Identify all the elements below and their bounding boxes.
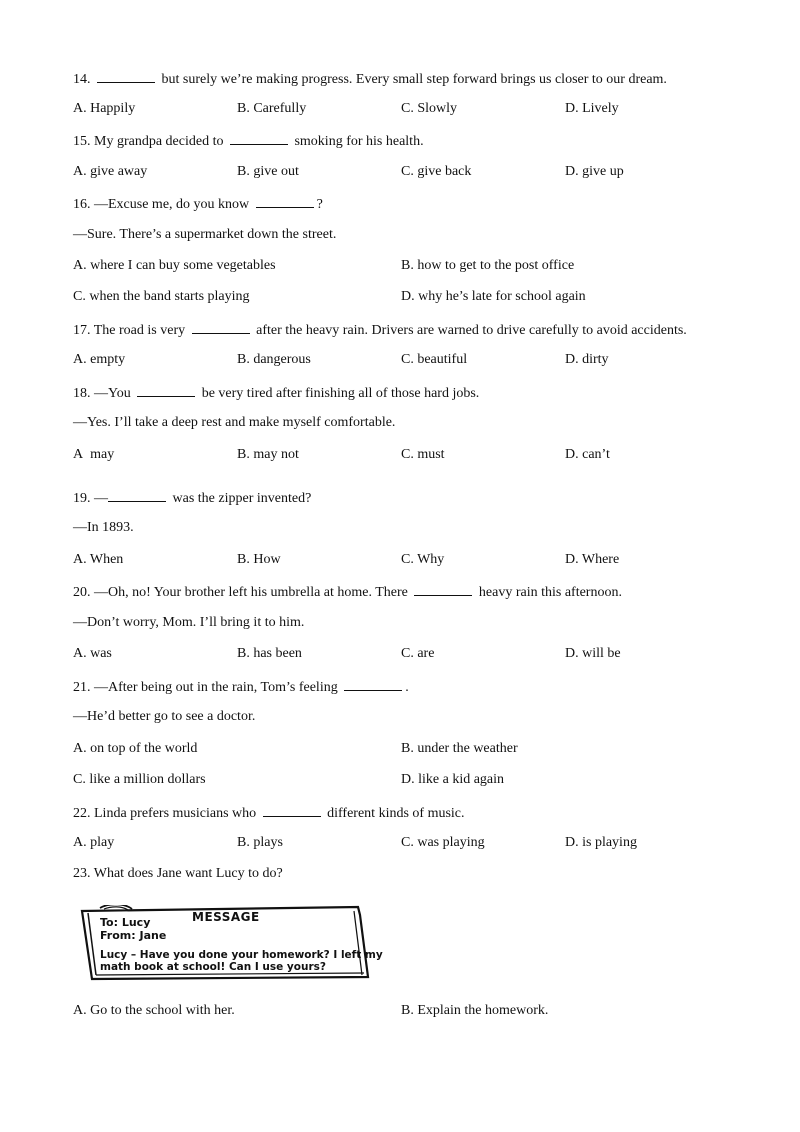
question-16 — [73, 194, 323, 214]
options-20 — [73, 645, 800, 663]
question-21 — [73, 677, 409, 697]
question-text: heavy rain this afternoon. — [475, 585, 622, 600]
option-d: D. Where — [565, 552, 620, 567]
option-text: may — [90, 447, 115, 462]
question-text: . — [405, 680, 409, 695]
answer-blank — [137, 383, 195, 397]
option-d: D. dirty — [565, 352, 609, 367]
question-text: 22. Linda prefers musicians who — [73, 806, 260, 821]
question-text: 21. —After being out in the rain, Tom’s feeling — [73, 680, 342, 695]
reply-21: —He’d better go to see a doctor. — [73, 709, 256, 724]
question-text: 19. — — [73, 491, 108, 506]
option-c: C. was playing — [401, 835, 485, 850]
message-body-line2: math book at school! Can I use yours? — [100, 961, 326, 973]
option-d: D. why he’s late for school again — [401, 289, 586, 304]
question-20 — [73, 582, 622, 602]
option-a: A. was — [73, 646, 112, 661]
answer-blank — [230, 131, 288, 145]
option-d: D. will be — [565, 646, 621, 661]
answer-blank — [414, 582, 472, 596]
option-c: C. beautiful — [401, 352, 468, 367]
question-text: 15. My grandpa decided to — [73, 134, 227, 149]
options-16-ab — [73, 257, 800, 275]
option-a: A. Happily — [73, 101, 136, 116]
question-text: 14. — [73, 72, 94, 87]
answer-blank — [344, 677, 402, 691]
options-17 — [73, 351, 800, 369]
option-a: A. Go to the school with her. — [73, 1003, 235, 1018]
question-text: different kinds of music. — [323, 806, 465, 821]
option-a: A. on top of the world — [73, 741, 198, 756]
option-b: B. plays — [237, 835, 283, 850]
option-b: B. has been — [237, 646, 302, 661]
option-c: C. are — [401, 646, 435, 661]
options-15 — [73, 163, 800, 181]
option-c: C. give back — [401, 164, 472, 179]
question-text: was the zipper invented? — [169, 491, 312, 506]
option-b: B. How — [237, 552, 281, 567]
reply-16: —Sure. There’s a supermarket down the street. — [73, 227, 337, 242]
option-d: D. is playing — [565, 835, 637, 850]
option-d: D. like a kid again — [401, 772, 505, 787]
answer-blank — [263, 803, 321, 817]
reply-18: —Yes. I’ll take a deep rest and make myself comfortable. — [73, 415, 396, 430]
option-c: C. must — [401, 447, 445, 462]
option-d: D. can’t — [565, 447, 610, 462]
option-d: D. Lively — [565, 101, 619, 116]
option-a: A. empty — [73, 352, 126, 367]
answer-blank — [192, 320, 250, 334]
option-b: B. Carefully — [237, 101, 307, 116]
question-text: 20. —Oh, no! Your brother left his umbrella at home. There — [73, 585, 412, 600]
option-a — [73, 446, 114, 464]
option-letter: A — [73, 447, 84, 462]
option-c: C. Why — [401, 552, 445, 567]
reply-20: —Don’t worry, Mom. I’ll bring it to him. — [73, 615, 305, 630]
message-body-line1: Lucy – Have you done your homework? I left my — [100, 949, 383, 961]
options-23 — [73, 1002, 800, 1020]
question-22 — [73, 803, 465, 823]
option-d: D. give up — [565, 164, 624, 179]
option-b: B. give out — [237, 164, 299, 179]
question-text: but surely we’re making progress. Every small step forward brings us closer to our dream. — [158, 72, 667, 87]
question-text: smoking for his health. — [290, 134, 424, 149]
options-21-ab — [73, 740, 800, 758]
question-text: ? — [316, 197, 323, 212]
question-text: after the heavy rain. Drivers are warned to drive carefully to avoid accidents. — [252, 323, 687, 338]
options-19 — [73, 551, 800, 569]
option-b: B. under the weather — [401, 741, 518, 756]
option-b: B. dangerous — [237, 352, 311, 367]
message-note-image — [78, 905, 383, 981]
option-a: A. where I can buy some vegetables — [73, 258, 276, 273]
question-text: 17. The road is very — [73, 323, 189, 338]
option-a: A. play — [73, 835, 115, 850]
question-text: 18. —You — [73, 386, 135, 401]
message-title: MESSAGE — [192, 910, 260, 924]
options-21-cd — [73, 771, 800, 789]
question-23: 23. What does Jane want Lucy to do? — [73, 866, 283, 881]
option-b: B. how to get to the post office — [401, 258, 575, 273]
option-c: C. Slowly — [401, 101, 458, 116]
question-19 — [73, 488, 311, 508]
option-a: A. When — [73, 552, 124, 567]
options-14 — [73, 100, 800, 118]
question-14 — [73, 69, 667, 89]
options-22 — [73, 834, 800, 852]
options-16-cd — [73, 288, 800, 306]
option-a: A. give away — [73, 164, 148, 179]
question-17 — [73, 320, 687, 340]
message-to: To: Lucy — [100, 916, 151, 929]
answer-blank — [108, 488, 166, 502]
answer-blank — [97, 69, 155, 83]
message-from: From: Jane — [100, 929, 167, 942]
question-15 — [73, 131, 424, 151]
question-18 — [73, 383, 479, 403]
answer-blank — [256, 194, 314, 208]
option-c: C. like a million dollars — [73, 772, 206, 787]
option-b: B. Explain the homework. — [401, 1003, 549, 1018]
options-18 — [73, 446, 800, 464]
reply-19: —In 1893. — [73, 520, 134, 535]
question-text: be very tired after finishing all of those hard jobs. — [198, 386, 480, 401]
option-b: B. may not — [237, 447, 299, 462]
option-c: C. when the band starts playing — [73, 289, 250, 304]
question-text: 16. —Excuse me, do you know — [73, 197, 253, 212]
